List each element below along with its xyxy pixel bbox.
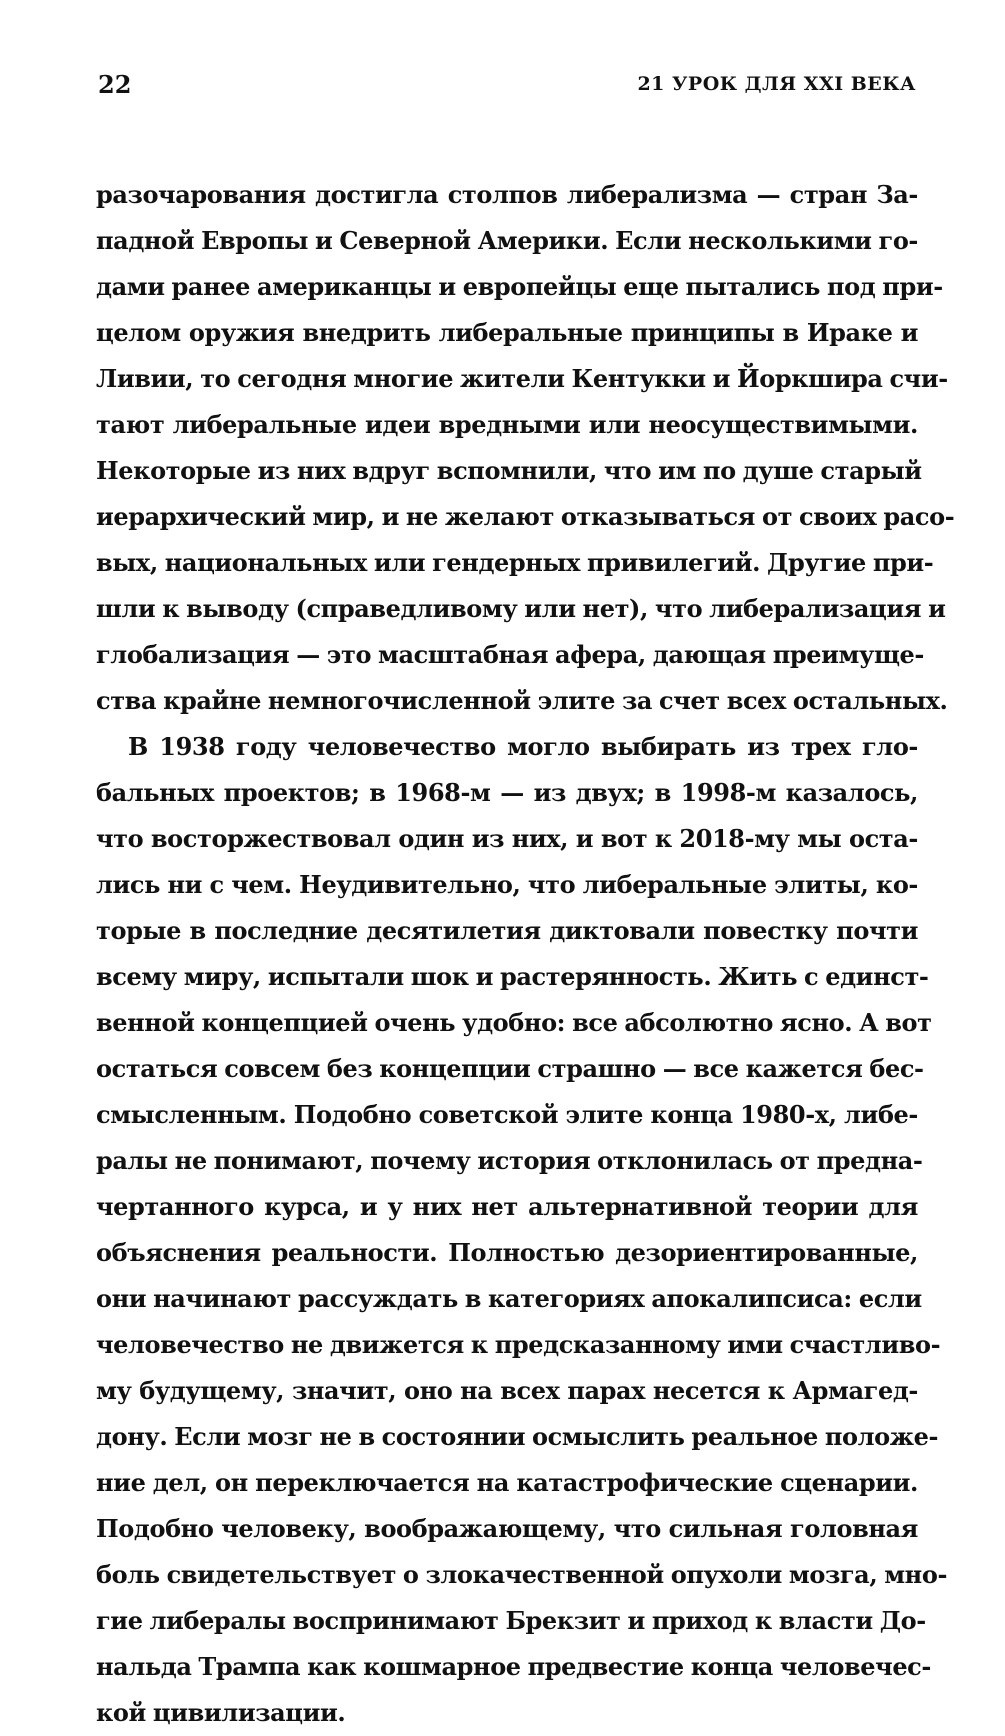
paragraph-start-line: В 1938 году человечество могло выбирать из трех гло- (128, 732, 918, 761)
last-text-line: кой цивилизации. (96, 1698, 346, 1727)
text-line: ние дел, он переключается на катастрофические сценарии. (96, 1468, 918, 1497)
text-line: дами ранее американцы и европейцы еще пытались под при- (96, 272, 943, 301)
text-line: человечество не движется к предсказанному ими счастливо- (96, 1330, 941, 1359)
text-line: Некоторые из них вдруг вспомнили, что им по душе старый (96, 456, 922, 485)
text-line: вых, национальных или гендерных привилегий. Другие при- (96, 548, 934, 577)
text-line: шли к выводу (справедливому или нет), что либерализация и (96, 594, 946, 623)
text-line: боль свидетельствует о злокачественной опухоли мозга, мно- (96, 1560, 948, 1589)
text-line: объяснения реальности. Полностью дезориентированные, (96, 1238, 918, 1267)
text-line: му будущему, значит, оно на всех парах несется к Армагед- (96, 1376, 918, 1405)
text-line: ралы не понимают, почему история отклонилась от предна- (96, 1146, 923, 1175)
page-header (98, 70, 916, 110)
text-line: Подобно человеку, воображающему, что сильная головная (96, 1514, 918, 1543)
text-line: нальда Трампа как кошмарное предвестие конца человечес- (96, 1652, 931, 1681)
text-line: торые в последние десятилетия диктовали повестку почти (96, 916, 918, 945)
body-text (96, 172, 955, 1736)
text-line: ства крайне немногочисленной элите за счет всех остальных. (96, 686, 948, 715)
text-line: гие либералы воспринимают Брекзит и приход к власти До- (96, 1606, 926, 1635)
running-title: 21 УРОК ДЛЯ XXI ВЕКА (637, 73, 916, 95)
text-line: целом оружия внедрить либеральные принципы в Ираке и (96, 318, 918, 347)
text-line: смысленным. Подобно советской элите конца 1980-х, либе- (96, 1100, 918, 1129)
text-line: что восторжествовал один из них, и вот к 2018-му мы оста- (96, 824, 918, 853)
page-number: 22 (98, 70, 132, 99)
text-line: падной Европы и Северной Америки. Если несколькими го- (96, 226, 918, 255)
text-line: тают либеральные идеи вредными или неосуществимыми. (96, 410, 918, 439)
text-line: дону. Если мозг не в состоянии осмыслить реальное положе- (96, 1422, 939, 1451)
text-line: Ливии, то сегодня многие жители Кентукки и Йоркшира счи- (96, 364, 948, 393)
text-line: разочарования достигла столпов либерализма — стран За- (96, 180, 918, 209)
text-line: глобализация — это масштабная афера, дающая преимуще- (96, 640, 924, 669)
text-line: остаться совсем без концепции страшно — все кажется бес- (96, 1054, 924, 1083)
text-line: иерархический мир, и не желают отказываться от своих расо- (96, 502, 955, 531)
text-line: всему миру, испытали шок и растерянность. Жить с единст- (96, 962, 929, 991)
text-line: бальных проектов; в 1968-м — из двух; в 1998-м казалось, (96, 778, 918, 807)
text-line: венной концепцией очень удобно: все абсолютно ясно. А вот (96, 1008, 932, 1037)
text-line: они начинают рассуждать в категориях апокалипсиса: если (96, 1284, 922, 1313)
text-line: чертанного курса, и у них нет альтернативной теории для (96, 1192, 918, 1221)
text-line: лись ни с чем. Неудивительно, что либеральные элиты, ко- (96, 870, 918, 899)
